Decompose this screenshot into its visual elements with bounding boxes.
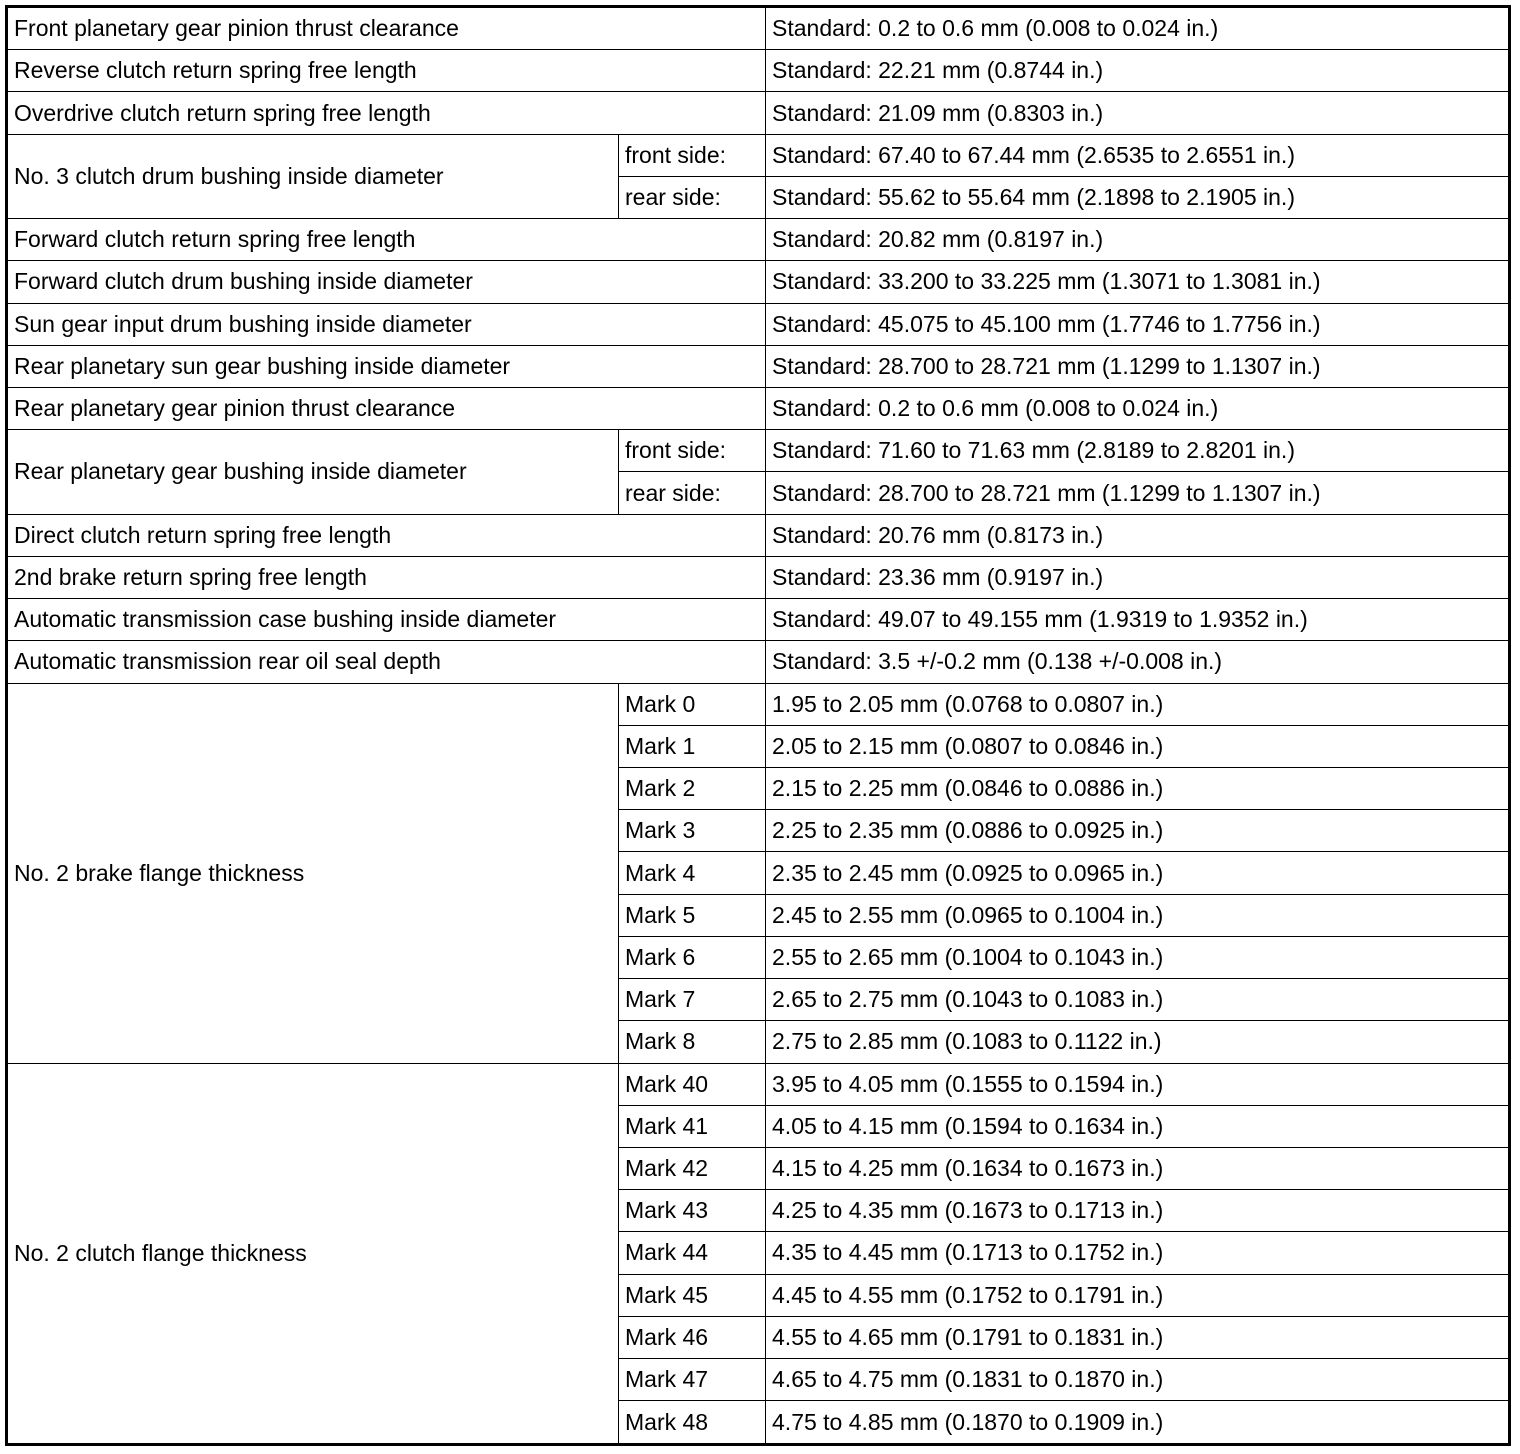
- item-cell: No. 3 clutch drum bushing inside diameter: [7, 134, 619, 218]
- value-cell: Standard: 23.36 mm (0.9197 in.): [766, 556, 1510, 598]
- value-cell: 4.15 to 4.25 mm (0.1634 to 0.1673 in.): [766, 1147, 1510, 1189]
- value-cell: 4.65 to 4.75 mm (0.1831 to 0.1870 in.): [766, 1359, 1510, 1401]
- table-row: [7, 388, 1510, 430]
- value-cell: Standard: 0.2 to 0.6 mm (0.008 to 0.024 in.): [766, 7, 1510, 50]
- item-cell: Automatic transmission case bushing inside diameter: [7, 599, 766, 641]
- value-cell: Standard: 49.07 to 49.155 mm (1.9319 to 1.9352 in.): [766, 599, 1510, 641]
- value-cell: Standard: 0.2 to 0.6 mm (0.008 to 0.024 in.): [766, 388, 1510, 430]
- sub-cell: Mark 3: [619, 810, 766, 852]
- table-row: [7, 50, 1510, 92]
- table-row: [7, 1063, 1510, 1105]
- value-cell: Standard: 3.5 +/-0.2 mm (0.138 +/-0.008 in.): [766, 641, 1510, 683]
- sub-cell: Mark 6: [619, 936, 766, 978]
- sub-cell: Mark 1: [619, 725, 766, 767]
- item-cell: Forward clutch drum bushing inside diameter: [7, 261, 766, 303]
- item-cell: Rear planetary gear pinion thrust clearance: [7, 388, 766, 430]
- sub-cell: Mark 47: [619, 1359, 766, 1401]
- value-cell: 4.05 to 4.15 mm (0.1594 to 0.1634 in.): [766, 1105, 1510, 1147]
- table-row: [7, 134, 1510, 176]
- sub-cell: Mark 2: [619, 767, 766, 809]
- table-row: [7, 683, 1510, 725]
- value-cell: 2.45 to 2.55 mm (0.0965 to 0.1004 in.): [766, 894, 1510, 936]
- value-cell: Standard: 21.09 mm (0.8303 in.): [766, 92, 1510, 134]
- sub-cell: rear side:: [619, 472, 766, 514]
- value-cell: 2.55 to 2.65 mm (0.1004 to 0.1043 in.): [766, 936, 1510, 978]
- value-cell: Standard: 55.62 to 55.64 mm (2.1898 to 2.1905 in.): [766, 176, 1510, 218]
- sub-cell: Mark 45: [619, 1274, 766, 1316]
- sub-cell: Mark 7: [619, 979, 766, 1021]
- item-cell: Direct clutch return spring free length: [7, 514, 766, 556]
- item-cell: No. 2 brake flange thickness: [7, 683, 619, 1063]
- item-cell: Sun gear input drum bushing inside diameter: [7, 303, 766, 345]
- spec-table-body: [7, 7, 1510, 1445]
- sub-cell: Mark 46: [619, 1316, 766, 1358]
- table-row: [7, 219, 1510, 261]
- value-cell: 2.25 to 2.35 mm (0.0886 to 0.0925 in.): [766, 810, 1510, 852]
- value-cell: Standard: 33.200 to 33.225 mm (1.3071 to 1.3081 in.): [766, 261, 1510, 303]
- table-row: [7, 261, 1510, 303]
- value-cell: Standard: 71.60 to 71.63 mm (2.8189 to 2.8201 in.): [766, 430, 1510, 472]
- specification-table: [5, 5, 1511, 1446]
- table-row: [7, 599, 1510, 641]
- sub-cell: Mark 48: [619, 1401, 766, 1445]
- value-cell: Standard: 67.40 to 67.44 mm (2.6535 to 2.6551 in.): [766, 134, 1510, 176]
- value-cell: Standard: 28.700 to 28.721 mm (1.1299 to 1.1307 in.): [766, 345, 1510, 387]
- table-row: [7, 514, 1510, 556]
- value-cell: Standard: 20.82 mm (0.8197 in.): [766, 219, 1510, 261]
- table-row: [7, 7, 1510, 50]
- sub-cell: Mark 40: [619, 1063, 766, 1105]
- value-cell: 4.55 to 4.65 mm (0.1791 to 0.1831 in.): [766, 1316, 1510, 1358]
- value-cell: 4.35 to 4.45 mm (0.1713 to 0.1752 in.): [766, 1232, 1510, 1274]
- table-row: [7, 430, 1510, 472]
- value-cell: 3.95 to 4.05 mm (0.1555 to 0.1594 in.): [766, 1063, 1510, 1105]
- value-cell: 2.15 to 2.25 mm (0.0846 to 0.0886 in.): [766, 767, 1510, 809]
- table-row: [7, 303, 1510, 345]
- item-cell: Front planetary gear pinion thrust clearance: [7, 7, 766, 50]
- table-row: [7, 556, 1510, 598]
- table-row: [7, 92, 1510, 134]
- sub-cell: Mark 4: [619, 852, 766, 894]
- item-cell: No. 2 clutch flange thickness: [7, 1063, 619, 1445]
- sub-cell: front side:: [619, 134, 766, 176]
- value-cell: Standard: 22.21 mm (0.8744 in.): [766, 50, 1510, 92]
- value-cell: Standard: 20.76 mm (0.8173 in.): [766, 514, 1510, 556]
- value-cell: 2.75 to 2.85 mm (0.1083 to 0.1122 in.): [766, 1021, 1510, 1063]
- value-cell: 4.45 to 4.55 mm (0.1752 to 0.1791 in.): [766, 1274, 1510, 1316]
- sub-cell: Mark 44: [619, 1232, 766, 1274]
- value-cell: 4.25 to 4.35 mm (0.1673 to 0.1713 in.): [766, 1190, 1510, 1232]
- item-cell: 2nd brake return spring free length: [7, 556, 766, 598]
- value-cell: 1.95 to 2.05 mm (0.0768 to 0.0807 in.): [766, 683, 1510, 725]
- value-cell: 2.65 to 2.75 mm (0.1043 to 0.1083 in.): [766, 979, 1510, 1021]
- sub-cell: Mark 0: [619, 683, 766, 725]
- value-cell: Standard: 45.075 to 45.100 mm (1.7746 to 1.7756 in.): [766, 303, 1510, 345]
- sub-cell: Mark 8: [619, 1021, 766, 1063]
- table-row: [7, 641, 1510, 683]
- sub-cell: Mark 41: [619, 1105, 766, 1147]
- item-cell: Rear planetary gear bushing inside diameter: [7, 430, 619, 514]
- value-cell: 2.05 to 2.15 mm (0.0807 to 0.0846 in.): [766, 725, 1510, 767]
- value-cell: 2.35 to 2.45 mm (0.0925 to 0.0965 in.): [766, 852, 1510, 894]
- item-cell: Overdrive clutch return spring free length: [7, 92, 766, 134]
- table-row: [7, 345, 1510, 387]
- sub-cell: front side:: [619, 430, 766, 472]
- item-cell: Reverse clutch return spring free length: [7, 50, 766, 92]
- sub-cell: Mark 42: [619, 1147, 766, 1189]
- sub-cell: rear side:: [619, 176, 766, 218]
- sub-cell: Mark 5: [619, 894, 766, 936]
- value-cell: Standard: 28.700 to 28.721 mm (1.1299 to 1.1307 in.): [766, 472, 1510, 514]
- sub-cell: Mark 43: [619, 1190, 766, 1232]
- item-cell: Forward clutch return spring free length: [7, 219, 766, 261]
- item-cell: Automatic transmission rear oil seal depth: [7, 641, 766, 683]
- item-cell: Rear planetary sun gear bushing inside diameter: [7, 345, 766, 387]
- value-cell: 4.75 to 4.85 mm (0.1870 to 0.1909 in.): [766, 1401, 1510, 1445]
